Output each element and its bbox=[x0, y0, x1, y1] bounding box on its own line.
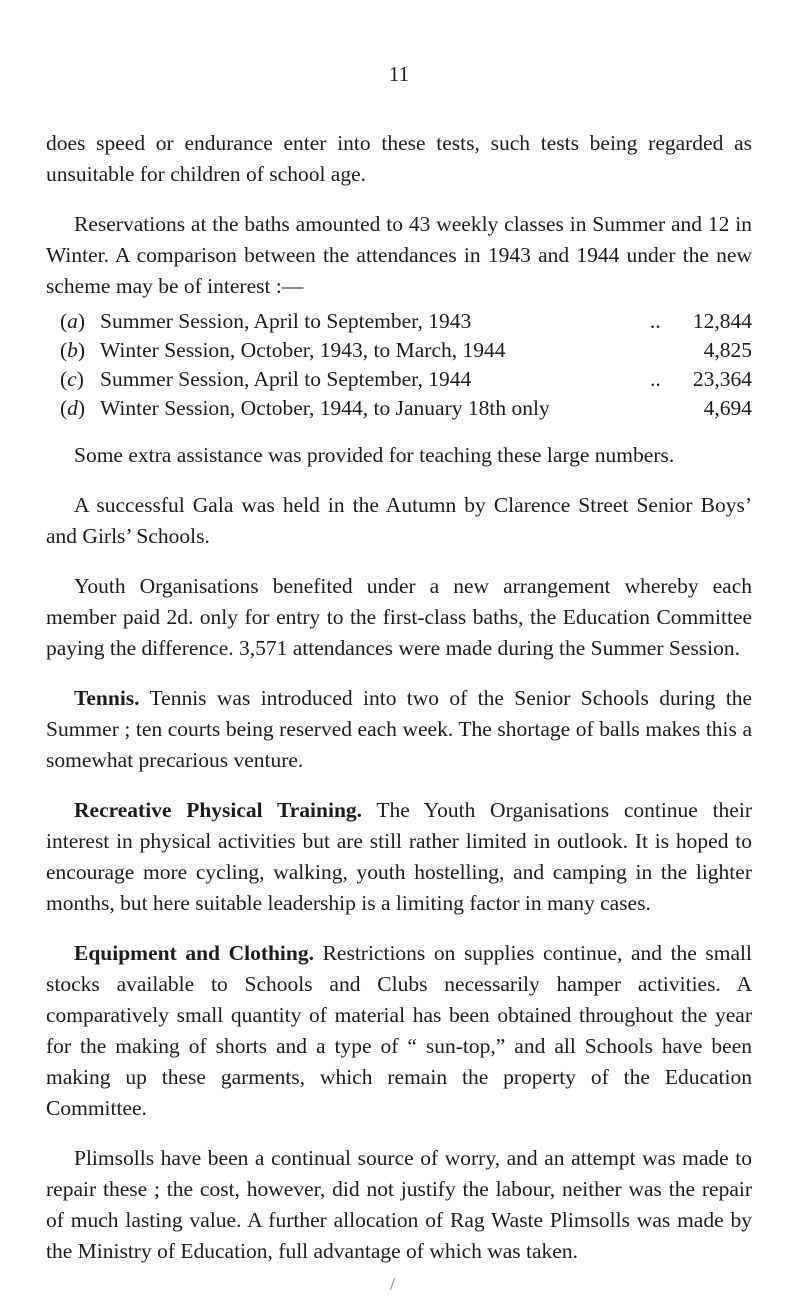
paragraph-tests: does speed or endurance enter into these tests, such tests being regarded as unsuitable for children of school age. bbox=[46, 131, 752, 186]
attendance-value: 4,825 bbox=[703, 338, 752, 362]
attendance-list bbox=[46, 307, 752, 423]
stray-mark: / bbox=[390, 1274, 396, 1294]
leader-dots: .. bbox=[650, 367, 661, 391]
list-item bbox=[46, 365, 752, 394]
list-item-label: (c) bbox=[60, 367, 84, 391]
leader-dots bbox=[650, 336, 688, 365]
section-heading-recreative: Recreative Physical Training. bbox=[74, 798, 363, 822]
paragraph-reservations: Reservations at the baths amounted to 43 weekly classes in Summer and 12 in Winter. A comparison between the attendances in 1943 and 1944 under the new scheme may be of interest :— bbox=[46, 212, 752, 298]
list-item bbox=[46, 307, 752, 336]
page-number: 11 bbox=[388, 62, 410, 86]
paragraph-equipment bbox=[46, 938, 752, 1124]
list-item-label: (d) bbox=[60, 396, 86, 420]
attendance-value: 12,844 bbox=[692, 309, 752, 333]
list-item-label: (b) bbox=[60, 338, 86, 362]
list-item-description: Summer Session, April to September, 1943 bbox=[100, 309, 472, 333]
paragraph-plimsolls: Plimsolls have been a continual source of worry, and an attempt was made to repair these ; the cost, however, did not justify the labour, neither was the repair of much lasting value. A further allocation of Rag Waste Plimsolls was made by the Ministry of Education, full advantage of which was taken. bbox=[46, 1146, 752, 1263]
section-text-tennis: Tennis was introduced into two of the Senior Schools during the Summer ; ten courts being reserved each week. The shortage of balls makes this a somewhat precarious venture. bbox=[46, 686, 752, 772]
paragraph-tennis bbox=[46, 683, 752, 776]
attendance-value: 4,694 bbox=[703, 396, 752, 420]
list-item-description: Winter Session, October, 1944, to January 18th only bbox=[100, 396, 550, 420]
paragraph-recreative bbox=[46, 795, 752, 919]
paragraph-extra-assistance: Some extra assistance was provided for teaching these large numbers. bbox=[74, 443, 675, 467]
leader-dots: .. bbox=[650, 309, 661, 333]
attendance-value: 23,364 bbox=[692, 367, 752, 391]
section-heading-tennis: Tennis. bbox=[74, 686, 140, 710]
list-item-label: (a) bbox=[60, 309, 86, 333]
list-item-description: Summer Session, April to September, 1944 bbox=[100, 367, 472, 391]
leader-dots bbox=[650, 394, 688, 423]
list-item-description: Winter Session, October, 1943, to March, 1944 bbox=[100, 338, 506, 362]
body-text bbox=[46, 128, 752, 1286]
paragraph-youth-organisations: Youth Organisations benefited under a new arrangement whereby each member paid 2d. only for entry to the first-class baths, the Education Committee paying the difference. 3,571 attendances were made during the Summer Session. bbox=[46, 574, 752, 660]
list-item bbox=[46, 394, 752, 423]
section-heading-equipment: Equipment and Clothing. bbox=[74, 941, 314, 965]
paragraph-gala: A successful Gala was held in the Autumn by Clarence Street Senior Boys’ and Girls’ Schools. bbox=[46, 493, 752, 548]
section-text-recreative: The Youth Organisations continue their interest in physical activities but are still rather limited in outlook. It is hoped to encourage more cycling, walking, youth hostelling, and camping in the lighter months, but here suitable leadership is a limiting factor in many cases. bbox=[46, 798, 752, 915]
list-item bbox=[46, 336, 752, 365]
section-text-equipment: Restrictions on supplies continue, and the small stocks available to Schools and Clubs necessarily hamper activities. A comparatively small quantity of material has been obtained throughout the year for the making of shorts and a type of “ sun-top,” and all Schools have been making up these garments, which remain the property of the Education Committee. bbox=[46, 941, 753, 1120]
